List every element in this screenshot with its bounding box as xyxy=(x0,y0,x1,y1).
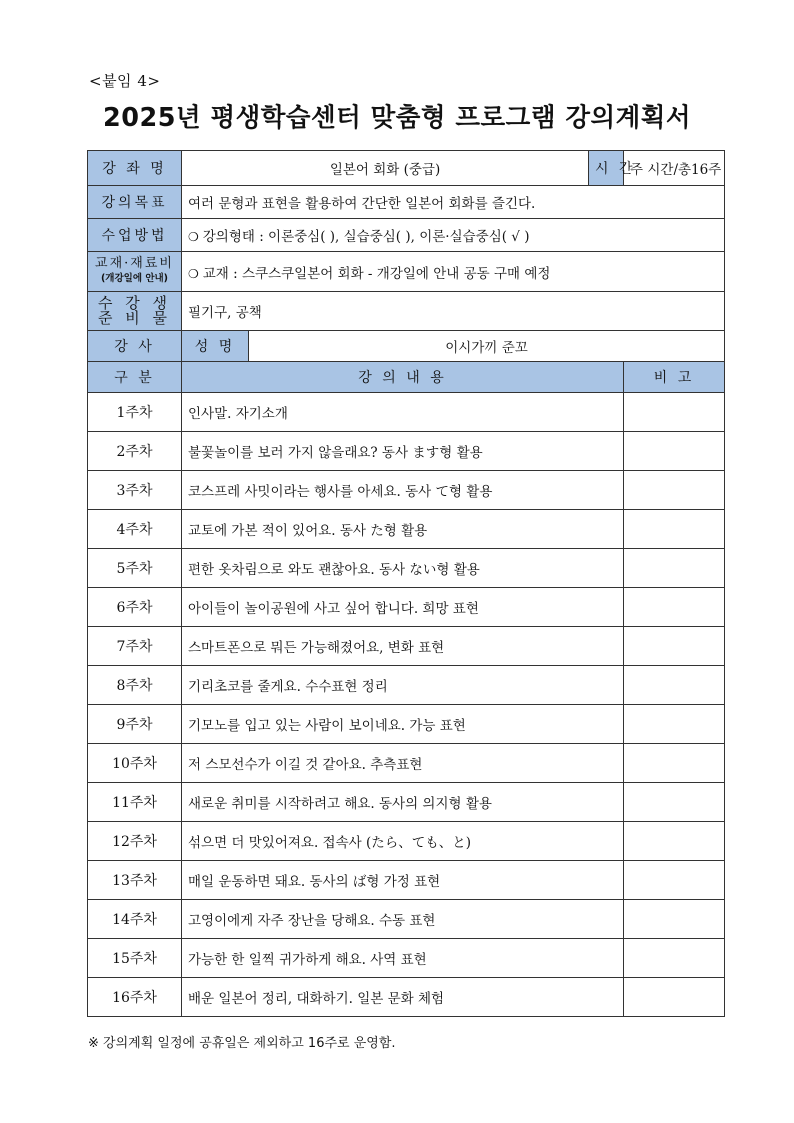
week-label: 11주차 xyxy=(88,783,182,822)
course-name-label: 강 좌 명 xyxy=(88,151,182,186)
header-note: 비 고 xyxy=(624,362,725,393)
week-content: 새로운 취미를 시작하려고 해요. 동사의 의지형 활용 xyxy=(182,783,624,822)
table-row xyxy=(88,744,725,783)
week-label: 16주차 xyxy=(88,978,182,1017)
week-note xyxy=(624,588,725,627)
table-row xyxy=(88,510,725,549)
material-label-sub: (개강일에 안내) xyxy=(100,273,169,284)
prep-label xyxy=(88,292,182,331)
method-value xyxy=(182,219,725,252)
time-label: 시 간 xyxy=(589,151,624,186)
week-content: 고영이에게 자주 장난을 당해요. 수동 표현 xyxy=(182,900,624,939)
week-note xyxy=(624,666,725,705)
week-note xyxy=(624,471,725,510)
instructor-name-label: 성 명 xyxy=(182,331,249,362)
table-row xyxy=(88,705,725,744)
table-row xyxy=(88,666,725,705)
week-label: 5주차 xyxy=(88,549,182,588)
week-note xyxy=(624,783,725,822)
week-content: 스마트폰으로 뭐든 가능해졌어요, 변화 표현 xyxy=(182,627,624,666)
objective-label: 강의목표 xyxy=(88,186,182,219)
material-label xyxy=(88,252,182,292)
time-value: 주 시간/총16주 xyxy=(624,151,725,186)
week-note xyxy=(624,978,725,1017)
week-note xyxy=(624,939,725,978)
table-row xyxy=(88,978,725,1017)
circle-bullet-icon: ❍ xyxy=(188,230,199,244)
material-label-main: 교재·재료비 xyxy=(95,256,174,271)
week-content: 섞으면 더 맛있어져요. 접속사 (たら、ても、と) xyxy=(182,822,624,861)
week-label: 4주차 xyxy=(88,510,182,549)
week-content: 교토에 가본 적이 있어요. 동사 た형 활용 xyxy=(182,510,624,549)
material-value xyxy=(182,252,725,292)
method-label: 수업방법 xyxy=(88,219,182,252)
lecture-plan-table xyxy=(87,150,725,1017)
week-content: 배운 일본어 정리, 대화하기. 일본 문화 체험 xyxy=(182,978,624,1017)
week-note xyxy=(624,900,725,939)
table-row xyxy=(88,939,725,978)
header-division: 구 분 xyxy=(88,362,182,393)
week-label: 1주차 xyxy=(88,393,182,432)
material-text: 교재 : 스쿠스쿠일본어 회화 - 개강일에 안내 공동 구매 예정 xyxy=(202,265,551,282)
prep-label-line1: 수 강 생 xyxy=(97,294,171,312)
week-content: 저 스모선수가 이길 것 같아요. 추측표현 xyxy=(182,744,624,783)
week-rows xyxy=(88,393,725,1017)
prep-label-line2: 준 비 물 xyxy=(97,309,171,327)
week-note xyxy=(624,627,725,666)
course-name-value: 일본어 회화 (중급) xyxy=(182,151,589,186)
week-label: 3주차 xyxy=(88,471,182,510)
week-label: 7주차 xyxy=(88,627,182,666)
week-label: 6주차 xyxy=(88,588,182,627)
week-content: 불꽃놀이를 보러 가지 않을래요? 동사 ます형 활용 xyxy=(182,432,624,471)
circle-bullet-icon: ❍ xyxy=(188,266,199,281)
week-note xyxy=(624,705,725,744)
table-row xyxy=(88,627,725,666)
week-note xyxy=(624,393,725,432)
week-note xyxy=(624,549,725,588)
footnote: ※ 강의계획 일정에 공휴일은 제외하고 16주로 운영함. xyxy=(88,1036,396,1051)
week-label: 2주차 xyxy=(88,432,182,471)
row-instructor xyxy=(88,331,725,362)
table-row xyxy=(88,861,725,900)
week-note xyxy=(624,822,725,861)
week-content: 편한 옷차림으로 와도 괜찮아요. 동사 ない형 활용 xyxy=(182,549,624,588)
objective-value: 여러 문형과 표현을 활용하여 간단한 일본어 회화를 즐긴다. xyxy=(182,186,725,219)
week-label: 14주차 xyxy=(88,900,182,939)
table-row xyxy=(88,549,725,588)
week-content: 인사말. 자기소개 xyxy=(182,393,624,432)
document-title: 2025년 평생학습센터 맞춤형 프로그램 강의계획서 xyxy=(102,103,691,133)
instructor-name-value: 이시가끼 준꼬 xyxy=(249,331,725,362)
header-content: 강 의 내 용 xyxy=(182,362,624,393)
instructor-label: 강 사 xyxy=(88,331,182,362)
table-row xyxy=(88,432,725,471)
table-row xyxy=(88,900,725,939)
week-note xyxy=(624,861,725,900)
week-content: 기리초코를 줄게요. 수수표현 정리 xyxy=(182,666,624,705)
week-content: 아이들이 놀이공원에 사고 싶어 합니다. 희망 표현 xyxy=(182,588,624,627)
row-course-name xyxy=(88,151,725,186)
table-row xyxy=(88,471,725,510)
week-note xyxy=(624,510,725,549)
week-label: 8주차 xyxy=(88,666,182,705)
row-schedule-header xyxy=(88,362,725,393)
week-content: 가능한 한 일찍 귀가하게 해요. 사역 표현 xyxy=(182,939,624,978)
week-note xyxy=(624,432,725,471)
week-label: 15주차 xyxy=(88,939,182,978)
table-row xyxy=(88,822,725,861)
week-label: 12주차 xyxy=(88,822,182,861)
table-row xyxy=(88,783,725,822)
table-row xyxy=(88,588,725,627)
week-content: 매일 운동하면 돼요. 동사의 ば형 가정 표현 xyxy=(182,861,624,900)
row-method xyxy=(88,219,725,252)
method-text: 강의형태 : 이론중심( ), 실습중심( ), 이론·실습중심( √ ) xyxy=(202,229,530,245)
prep-value: 필기구, 공책 xyxy=(182,292,725,331)
week-content: 코스프레 사밋이라는 행사를 아세요. 동사 て형 활용 xyxy=(182,471,624,510)
table-row xyxy=(88,393,725,432)
row-material xyxy=(88,252,725,292)
row-prep xyxy=(88,292,725,331)
attachment-label: <붙임 4> xyxy=(89,72,161,90)
week-label: 9주차 xyxy=(88,705,182,744)
row-objective xyxy=(88,186,725,219)
week-label: 13주차 xyxy=(88,861,182,900)
week-note xyxy=(624,744,725,783)
week-content: 기모노를 입고 있는 사람이 보이네요. 가능 표현 xyxy=(182,705,624,744)
week-label: 10주차 xyxy=(88,744,182,783)
